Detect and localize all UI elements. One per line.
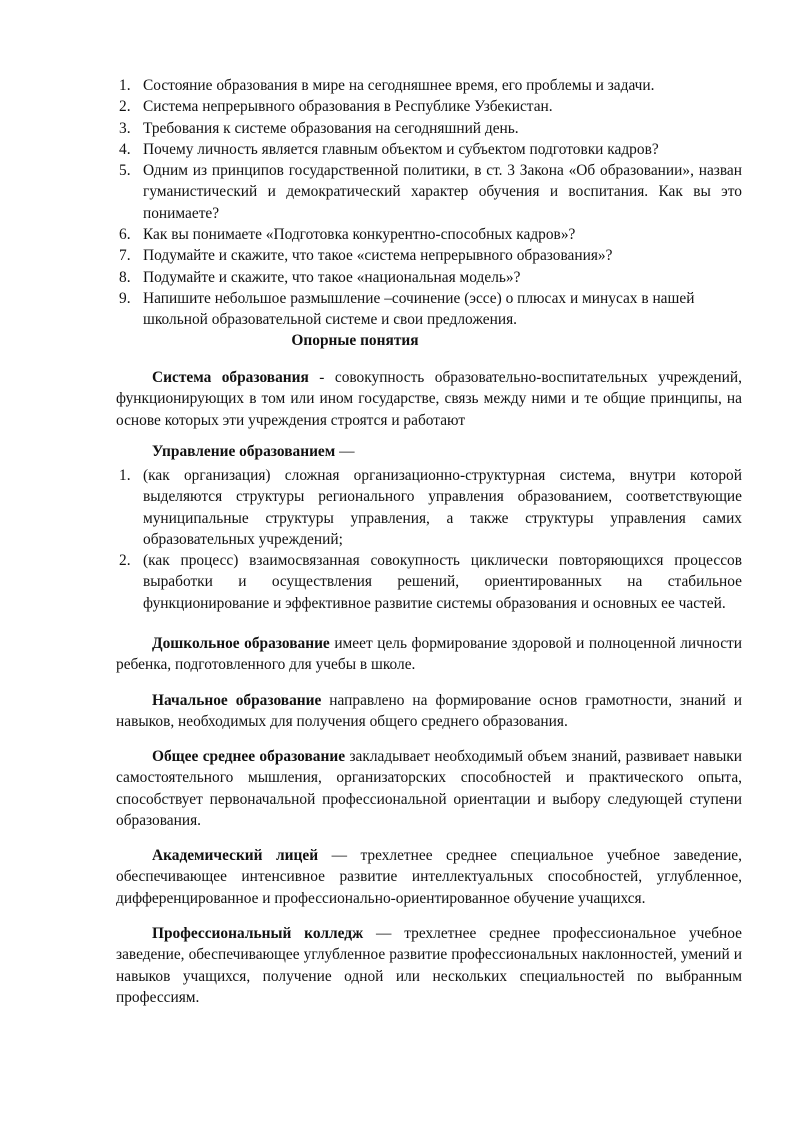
list-number: 8. (119, 268, 131, 286)
definition-text: закладывает необходимый объем знаний, развивает навыки самостоятельного мышления, организаторских способностей и практического опыта, способствует первоначальной профессиональной ориентации и выбору следующей ступени образования. (116, 748, 742, 829)
definition-education-system (116, 367, 742, 431)
list-number: 2. (119, 552, 131, 570)
list-item-text: (как процесс) взаимосвязанная совокупность циклически повторяющихся процессов выработки и осуществления решений, ориентированных на стабильное функционирование и эффективное развитие системы образования и основных ее частей. (143, 552, 742, 612)
term: Управление образованием (152, 443, 336, 460)
question-text: Как вы понимаете «Подготовка конкурентно-способных кадров»? (143, 226, 576, 244)
list-number: 1. (119, 77, 131, 94)
definition-text: — трехлетнее среднее специальное учебное заведение, обеспечивающее интенсивное развитие интеллектуальных способностей, углубленное, дифференцированное и профессионально-ориентированное обучение учащихся. (116, 847, 742, 907)
list-item (0, 224, 742, 245)
list-number: 2. (119, 98, 131, 116)
question-text: Напишите небольшое размышление –сочинение (эссе) о плюсах и минусах в нашей школьной образовательной системе и свои предложения. (143, 289, 695, 329)
question-text: Система непрерывного образования в Республике Узбекистан. (143, 98, 553, 116)
list-item (0, 75, 742, 96)
definition-preschool (116, 633, 742, 676)
question-text: Состояние образования в мире на сегодняшнее время, его проблемы и задачи. (143, 77, 655, 94)
list-item (0, 245, 742, 266)
definition-text: — (335, 443, 355, 460)
definition-text: направлено на формирование основ грамотности, знаний и навыков, необходимых для получения общего среднего образования. (116, 692, 742, 731)
list-item (0, 465, 742, 550)
definition-primary (116, 690, 742, 733)
definition-general-secondary (116, 746, 742, 831)
questions-list (0, 75, 800, 331)
list-number: 9. (119, 289, 131, 307)
list-number: 1. (119, 467, 131, 484)
question-text: Требования к системе образования на сегодняшний день. (143, 119, 519, 137)
question-text: Почему личность является главным объектом и субъектом подготовки кадров? (143, 140, 659, 158)
list-item (0, 96, 742, 117)
section-heading: Опорные понятия (291, 332, 419, 349)
list-number: 7. (119, 247, 131, 265)
list-item (0, 160, 742, 224)
term: Система образования (152, 369, 309, 386)
list-item-text: (как организация) сложная организационно-структурная система, внутри которой выделяются структуры регионального управления образованием, соответствующие муниципальные структуры управления, а также структуры управления самих образовательных учреждений; (143, 467, 742, 548)
definition-text: - совокупность образовательно-воспитательных учреждений, функционирующих в том или ином государстве, связь между ними и те общие принципы, на основе которых эти учреждения строятся и работают (116, 369, 742, 429)
management-list (0, 465, 800, 614)
term: Общее среднее образование (152, 748, 346, 765)
question-text: Одним из принципов государственной политики, в ст. 3 Закона «Об образовании», назван гуманистический и демократический характер обучения и воспитания. Как вы это понимаете? (143, 162, 742, 222)
list-number: 4. (119, 140, 131, 158)
term: Академический лицей (152, 847, 319, 864)
question-text: Подумайте и скажите, что такое «система непрерывного образования»? (143, 247, 613, 265)
term: Дошкольное образование (152, 635, 330, 652)
list-item (0, 267, 742, 288)
list-number: 6. (119, 226, 131, 244)
question-text: Подумайте и скажите, что такое «национальная модель»? (143, 268, 521, 286)
definition-lyceum (116, 845, 742, 909)
list-item (0, 118, 742, 139)
definition-text: — трехлетнее среднее профессиональное учебное заведение, обеспечивающее углубленное развитие профессиональных наклонностей, умений и навыков учащихся, получение одной или нескольких специальностей по выбранным профессиям. (116, 925, 742, 1006)
list-number: 3. (119, 119, 131, 137)
list-number: 5. (119, 162, 131, 180)
list-item (0, 288, 742, 331)
definition-management (116, 441, 742, 462)
term: Начальное образование (152, 692, 322, 709)
definition-text: имеет цель формирование здоровой и полноценной личности ребенка, подготовленного для учебы в школе. (116, 635, 743, 674)
term: Профессиональный колледж (152, 925, 364, 942)
list-item (0, 550, 742, 614)
definition-college (116, 923, 742, 1008)
list-item (0, 139, 742, 160)
